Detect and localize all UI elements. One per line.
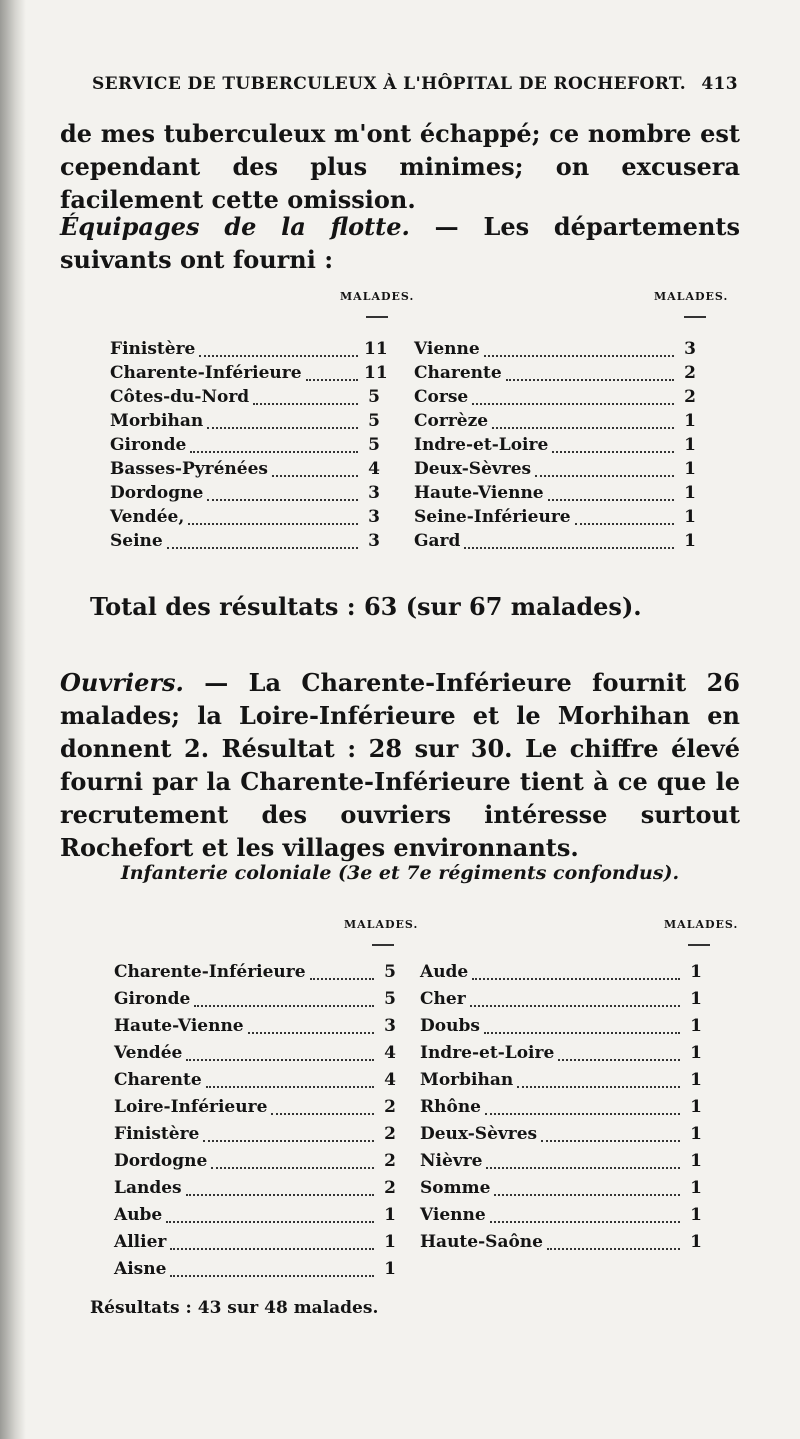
patient-count: 1 (690, 1097, 702, 1117)
dot-leader (548, 499, 674, 501)
column-header-left: MALADES. (344, 918, 419, 931)
department-name: Finistère (114, 1124, 200, 1144)
table-row (114, 1093, 404, 1121)
table-row (420, 985, 710, 1013)
patient-count: 5 (368, 435, 380, 455)
table-row (114, 1147, 404, 1175)
dot-leader (310, 978, 374, 980)
table-row (114, 1228, 404, 1256)
dot-leader (166, 1221, 374, 1223)
department-name: Rhône (420, 1097, 482, 1117)
dot-leader (517, 1086, 680, 1088)
department-name: Deux-Sèvres (420, 1124, 538, 1144)
dot-leader (485, 1113, 680, 1115)
table-row (420, 1147, 710, 1175)
dot-leader (464, 547, 674, 549)
patient-count: 3 (684, 339, 696, 359)
dot-leader (206, 1086, 374, 1088)
department-name: Indre-et-Loire (414, 435, 549, 455)
table-row (420, 1066, 710, 1094)
dot-leader (167, 547, 358, 549)
dot-leader (203, 1140, 374, 1142)
dot-leader (248, 1032, 374, 1034)
patient-count: 1 (684, 483, 696, 503)
column-rule-right (688, 944, 710, 946)
patient-count: 3 (368, 531, 380, 551)
department-name: Indre-et-Loire (420, 1043, 555, 1063)
dot-leader (558, 1059, 680, 1061)
dot-leader (492, 427, 674, 429)
department-name: Basses-Pyrénées (110, 459, 268, 479)
dot-leader (494, 1194, 680, 1196)
department-name: Morbihan (110, 411, 204, 431)
paragraph-1: de mes tuberculeux m'ont échappé; ce nombre est cependant des plus minimes; on excusera facilement cette omission. (60, 119, 740, 214)
patient-count: 1 (684, 531, 696, 551)
patient-count: 1 (684, 459, 696, 479)
department-name: Aude (420, 962, 469, 982)
table-row (114, 1012, 404, 1040)
dot-leader (170, 1248, 374, 1250)
patient-count: 1 (690, 1232, 702, 1252)
section-subtitle-infanterie: Infanterie coloniale (3e et 7e régiments confondus). (120, 862, 680, 884)
table-row (114, 958, 404, 986)
department-name: Dordogne (114, 1151, 208, 1171)
running-header (92, 74, 742, 94)
patient-count: 1 (690, 1151, 702, 1171)
department-name: Vendée, (110, 507, 185, 527)
dot-leader (207, 499, 358, 501)
patient-count: 1 (690, 1016, 702, 1036)
patient-count: 2 (684, 387, 696, 407)
department-name: Allier (114, 1232, 167, 1252)
department-name: Corse (414, 387, 469, 407)
dot-leader (211, 1167, 374, 1169)
dot-leader (472, 403, 674, 405)
dot-leader (190, 451, 358, 453)
dot-leader (484, 1032, 680, 1034)
dot-leader (535, 475, 674, 477)
patient-count: 4 (368, 459, 380, 479)
page-number: 413 (701, 74, 738, 94)
paragraph-3-text: — La Charente-Inférieure fournit 26 malades; la Loire-Inférieure et le Morhihan en donnent 2. Résultat : 28 sur 30. Le chiffre élevé fourni par la Charente-Inférieure tient à ce que le recrutement des ouvriers intéresse surtout Rochefort et les villages environnants. (60, 668, 740, 862)
column-rule-left (366, 316, 388, 318)
section-lead-ouvriers: Ouvriers. (60, 668, 184, 697)
patient-count: 2 (384, 1097, 396, 1117)
patient-count: 1 (690, 989, 702, 1009)
department-name: Morbihan (420, 1070, 514, 1090)
table-row (414, 527, 704, 555)
department-name: Seine (110, 531, 163, 551)
dot-leader (170, 1275, 374, 1277)
table-row (114, 1066, 404, 1094)
table-row (114, 1039, 404, 1067)
patient-count: 5 (384, 989, 396, 1009)
department-name: Loire-Inférieure (114, 1097, 268, 1117)
dot-leader (207, 427, 358, 429)
column-header-right: MALADES. (664, 918, 739, 931)
paragraph-2-text: — Les départements suivants ont fourni : (60, 212, 740, 274)
patient-count: 2 (384, 1151, 396, 1171)
column-rule-right (684, 316, 706, 318)
dot-leader (186, 1059, 374, 1061)
table-row (114, 1174, 404, 1202)
table-row (420, 1201, 710, 1229)
department-name: Doubs (420, 1016, 480, 1036)
patient-count: 1 (690, 1043, 702, 1063)
table-row (420, 1093, 710, 1121)
dot-leader (253, 403, 358, 405)
patient-count: 1 (690, 962, 702, 982)
dot-leader (575, 523, 674, 525)
table-row (420, 1012, 710, 1040)
dot-leader (470, 1005, 680, 1007)
dot-leader (506, 379, 674, 381)
patient-count: 1 (684, 435, 696, 455)
dot-leader (552, 451, 674, 453)
department-name: Vendée (114, 1043, 183, 1063)
patient-count: 2 (384, 1124, 396, 1144)
dot-leader (186, 1194, 374, 1196)
patient-count: 1 (384, 1205, 396, 1225)
patient-count: 3 (384, 1016, 396, 1036)
patient-count: 4 (384, 1070, 396, 1090)
patient-count: 3 (368, 483, 380, 503)
dot-leader (188, 523, 358, 525)
patient-count: 5 (368, 387, 380, 407)
running-title: SERVICE DE TUBERCULEUX À L'HÔPITAL DE ROCHEFORT. (92, 74, 687, 94)
column-rule-left (372, 944, 394, 946)
patient-count: 1 (684, 507, 696, 527)
dot-leader (194, 1005, 374, 1007)
department-name: Cher (420, 989, 466, 1009)
department-name: Charente-Inférieure (110, 363, 302, 383)
table-row (420, 1228, 710, 1256)
patient-count: 4 (384, 1043, 396, 1063)
department-name: Landes (114, 1178, 182, 1198)
department-name: Aube (114, 1205, 163, 1225)
table-row (114, 1201, 404, 1229)
patient-count: 11 (364, 363, 388, 383)
department-name: Vienne (420, 1205, 486, 1225)
patient-count: 11 (364, 339, 388, 359)
column-header-right: MALADES. (654, 290, 729, 303)
department-name: Haute-Saône (420, 1232, 543, 1252)
patient-count: 5 (368, 411, 380, 431)
table-row (420, 1120, 710, 1148)
patient-count: 2 (684, 363, 696, 383)
dot-leader (272, 475, 358, 477)
patient-count: 2 (384, 1178, 396, 1198)
department-name: Somme (420, 1178, 491, 1198)
dot-leader (490, 1221, 680, 1223)
table-row (420, 1039, 710, 1067)
department-name: Haute-Vienne (414, 483, 544, 503)
table-row (114, 1120, 404, 1148)
dot-leader (486, 1167, 680, 1169)
patient-count: 1 (690, 1205, 702, 1225)
paragraph-2 (60, 210, 740, 276)
department-name: Nièvre (420, 1151, 483, 1171)
patient-count: 5 (384, 962, 396, 982)
department-name: Charente (414, 363, 502, 383)
table-row (114, 1255, 404, 1283)
department-name: Dordogne (110, 483, 204, 503)
total-infanterie: Résultats : 43 sur 48 malades. (90, 1298, 379, 1318)
patient-count: 1 (690, 1070, 702, 1090)
department-name: Finistère (110, 339, 196, 359)
dot-leader (484, 355, 674, 357)
dot-leader (541, 1140, 680, 1142)
total-equipages: Total des résultats : 63 (sur 67 malades). (90, 592, 642, 621)
department-name: Aisne (114, 1259, 167, 1279)
department-name: Côtes-du-Nord (110, 387, 250, 407)
patient-count: 1 (384, 1259, 396, 1279)
department-name: Seine-Inférieure (414, 507, 571, 527)
dot-leader (472, 978, 680, 980)
table-row (110, 527, 388, 555)
page-binding-shadow (0, 0, 26, 1439)
patient-count: 1 (690, 1124, 702, 1144)
section-lead-equipages: Équipages de la flotte. (60, 212, 410, 241)
department-name: Charente (114, 1070, 202, 1090)
department-name: Gard (414, 531, 461, 551)
patient-count: 1 (384, 1232, 396, 1252)
column-header-left: MALADES. (340, 290, 415, 303)
patient-count: 1 (690, 1178, 702, 1198)
department-name: Gironde (114, 989, 191, 1009)
dot-leader (306, 379, 358, 381)
department-name: Corrèze (414, 411, 489, 431)
department-name: Deux-Sèvres (414, 459, 532, 479)
dot-leader (547, 1248, 680, 1250)
dot-leader (199, 355, 358, 357)
department-name: Vienne (414, 339, 480, 359)
department-name: Gironde (110, 435, 187, 455)
table-row (420, 958, 710, 986)
dot-leader (271, 1113, 374, 1115)
patient-count: 1 (684, 411, 696, 431)
table-row (420, 1174, 710, 1202)
department-name: Haute-Vienne (114, 1016, 244, 1036)
patient-count: 3 (368, 507, 380, 527)
paragraph-3 (60, 666, 740, 864)
department-name: Charente-Inférieure (114, 962, 306, 982)
table-row (114, 985, 404, 1013)
